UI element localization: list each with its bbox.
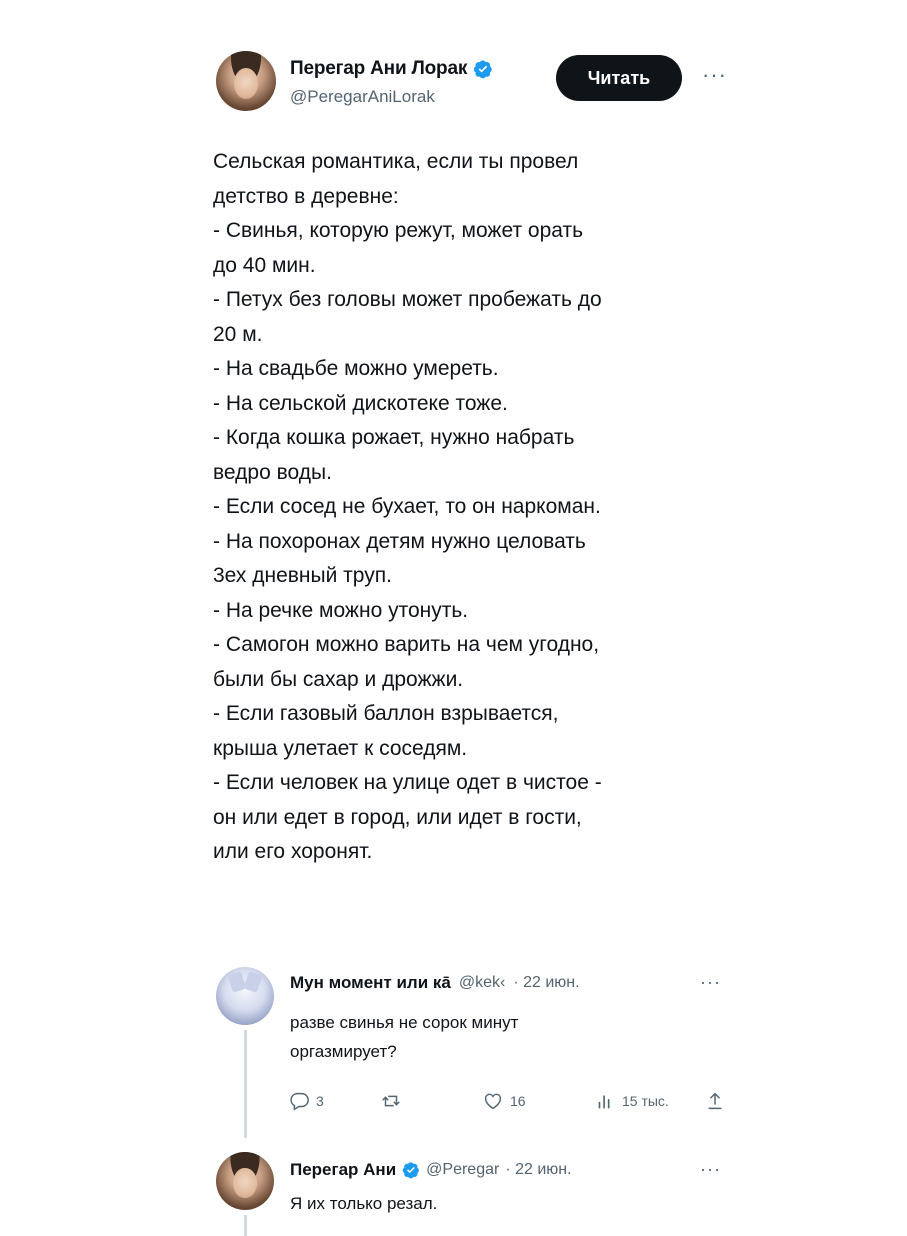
share-action[interactable] xyxy=(704,1090,726,1112)
reply-author-avatar[interactable] xyxy=(216,967,274,1025)
like-action[interactable] xyxy=(482,1090,526,1112)
author-name-row xyxy=(290,58,493,80)
heart-icon xyxy=(482,1090,504,1112)
views-count: 15 тыс. xyxy=(622,1093,669,1109)
tweet-line: до 40 мин. xyxy=(213,253,316,277)
reply-actions xyxy=(288,1090,728,1116)
tweet-line: - Петух без головы может пробежать до xyxy=(213,288,602,311)
retweet-action[interactable] xyxy=(380,1090,408,1112)
reply-author-handle[interactable]: @kek‹ xyxy=(458,974,506,991)
tweet-line: - На речке можно утонуть. xyxy=(213,598,469,622)
thread-line xyxy=(244,1030,247,1138)
reply-author-name[interactable]: Мун момент или кā xyxy=(290,973,451,992)
tweet-line: - На сельской дискотеке тоже. xyxy=(213,391,508,415)
share-icon xyxy=(704,1090,726,1112)
reply-more-options-icon[interactable]: ··· xyxy=(700,972,721,992)
final-reply-date[interactable]: · 22 июн. xyxy=(505,1161,572,1178)
tweet-line: ведро воды. xyxy=(213,460,332,484)
views-action[interactable] xyxy=(594,1090,669,1112)
final-reply-author-handle[interactable]: @Peregar xyxy=(426,1161,500,1178)
comment-icon xyxy=(288,1090,310,1112)
author-avatar[interactable] xyxy=(216,51,276,111)
tweet-line: были бы сахар и дрожжи. xyxy=(213,667,464,691)
author-display-name[interactable]: Перегар Ани Лорак xyxy=(290,58,468,79)
author-handle[interactable]: @PeregarAniLorak xyxy=(290,87,435,106)
tweet-line: Сельская романтика, если ты провел xyxy=(213,150,579,173)
tweet-line: или его хоронят. xyxy=(213,840,373,863)
reply-header xyxy=(290,973,580,993)
verified-badge-icon xyxy=(402,1161,420,1179)
tweet-line: - Если человек на улице одет в чистое - xyxy=(213,771,602,794)
final-reply-author-avatar[interactable] xyxy=(216,1152,274,1210)
reply-line: разве свинья не сорок минут xyxy=(290,1013,519,1032)
retweet-icon xyxy=(380,1090,402,1112)
final-reply-text: Я их только резал. xyxy=(290,1194,438,1213)
tweet-line: 3ех дневный труп. xyxy=(213,564,392,587)
reply-count: 3 xyxy=(316,1093,324,1109)
final-reply-author-name[interactable]: Перегар Ани xyxy=(290,1160,397,1179)
more-options-icon[interactable]: ··· xyxy=(702,62,727,87)
like-count: 16 xyxy=(510,1093,526,1109)
tweet-line: - Когда кошка рожает, нужно набрать xyxy=(213,426,575,449)
reply-line: оргазмирует? xyxy=(290,1042,397,1061)
tweet-line: - Если сосед не бухает, то он наркоман. xyxy=(213,495,601,518)
tweet-text xyxy=(213,145,733,870)
tweet-line: - На похоронах детям нужно целовать xyxy=(213,529,586,553)
tweet-line: - Самогон можно варить на чем угодно, xyxy=(213,633,600,656)
reply-text xyxy=(290,1008,518,1066)
final-thread-line xyxy=(244,1215,247,1236)
tweet-line: крыша улетает к соседям. xyxy=(213,736,468,760)
tweet-line: детство в деревне: xyxy=(213,184,399,208)
tweet-line: - Если газовый баллон взрывается, xyxy=(213,702,559,725)
follow-button[interactable]: Читать xyxy=(556,55,682,101)
tweet-line: он или едет в город, или идет в гости, xyxy=(213,805,582,829)
final-reply-more-options-icon[interactable]: ··· xyxy=(700,1159,721,1179)
views-chart-icon xyxy=(594,1090,616,1112)
verified-badge-icon xyxy=(473,59,493,79)
tweet-line: - На свадьбе можно умереть. xyxy=(213,357,499,380)
tweet-line: 20 м. xyxy=(213,322,263,346)
reply-date[interactable]: · 22 июн. xyxy=(513,974,580,991)
reply-action[interactable] xyxy=(288,1090,324,1112)
final-reply-header xyxy=(290,1160,572,1180)
tweet-line: - Свинья, которую режут, может орать xyxy=(213,219,584,242)
